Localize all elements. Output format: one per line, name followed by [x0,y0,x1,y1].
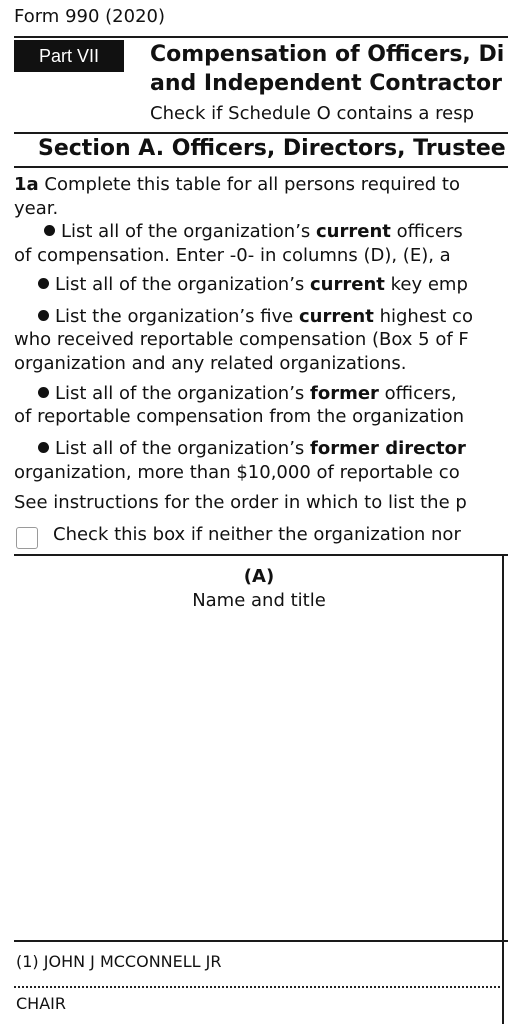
bullet-icon [38,387,49,398]
item-1a-line1 [14,173,508,197]
dotted-separator [14,986,500,988]
officer-title: CHAIR [16,994,66,1013]
bullet-former-directors: List all of the organization’s former director [14,437,508,461]
bullet-highest-compensated-cont2: organization and any related organizations. [14,353,407,374]
part-title-line1: Compensation of Officers, Di [150,42,505,67]
bullet-highest-compensated: List the organization’s five current highest co [14,305,508,329]
item-1a-line2: year. [14,198,59,219]
header-rule [14,36,508,38]
table-top-rule [14,554,508,556]
see-instructions-text: See instructions for the order in which to list the p [14,492,467,513]
column-a-letter: (A) [243,566,275,587]
officer-name: (1) JOHN J MCCONNELL JR [16,952,222,971]
form-title: Form 990 (2020) [14,6,165,27]
bullet-icon [44,225,55,236]
part-badge: Part VII [14,40,124,72]
schedule-o-check-text: Check if Schedule O contains a resp [150,103,475,124]
bullet-former-officers: List all of the organization’s former officers, [14,382,508,406]
item-1a-text: Complete this table for all persons required to [44,174,460,195]
bullet-former-officers-cont: of reportable compensation from the organization [14,406,465,427]
part-title-line2: and Independent Contractor [150,71,502,96]
table-column-divider [502,556,504,1024]
column-a-header [14,565,504,613]
bullet-highest-compensated-cont1: who received reportable compensation (Box 5 of F [14,329,469,350]
section-a-title: Section A. Officers, Directors, Trustee [38,136,506,161]
table-header-bottom-rule [14,940,508,942]
none-compensated-checkbox[interactable] [16,527,38,549]
bullet-icon [38,442,49,453]
section-top-rule [14,132,508,134]
bullet-current-key-employees: List all of the organization’s current key emp [14,273,508,297]
bullet-current-officers-cont: of compensation. Enter -0- in columns (D), (E), a [14,245,451,266]
bullet-icon [38,310,49,321]
bullet-icon [38,278,49,289]
bullet-current-officers: List all of the organization’s current officers [14,220,508,244]
section-bottom-rule [14,166,508,168]
column-a-label: Name and title [192,590,326,611]
none-compensated-checkbox-label: Check this box if neither the organization nor [53,524,461,545]
bullet-former-directors-cont: organization, more than $10,000 of reportable co [14,462,460,483]
item-1a-label: 1a [14,174,39,195]
